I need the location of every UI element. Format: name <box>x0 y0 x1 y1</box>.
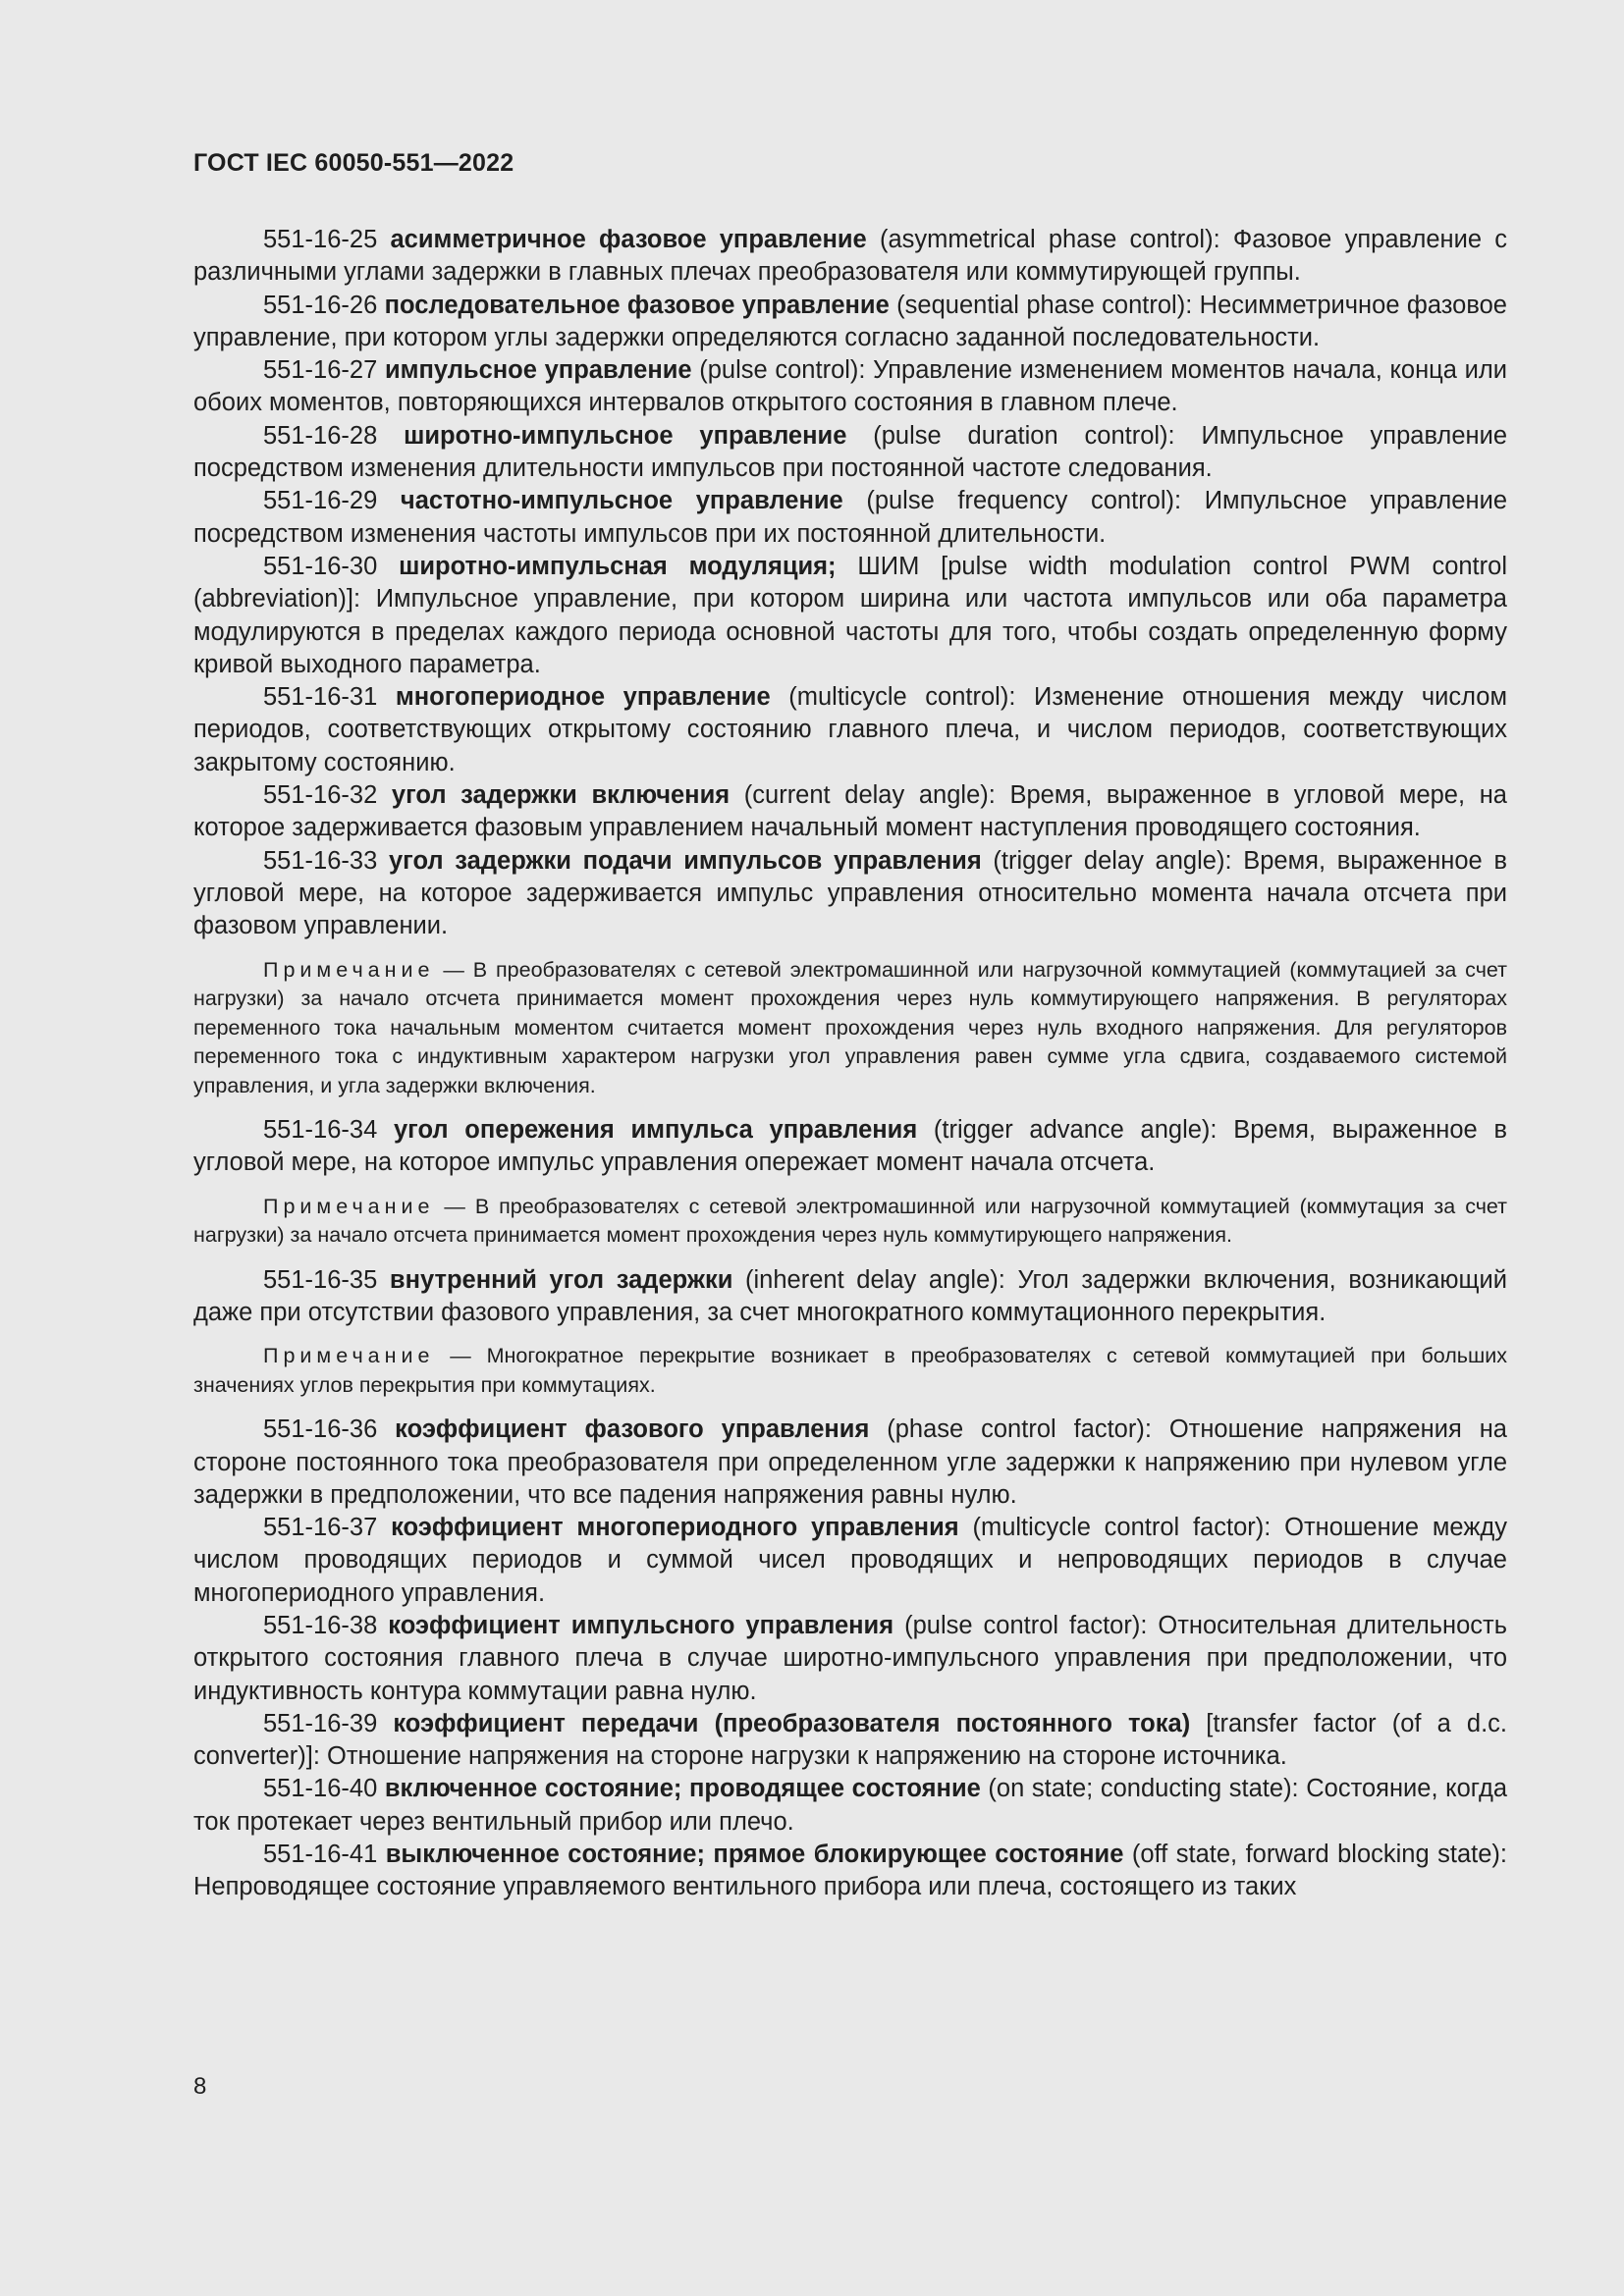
entry-number: 551-16-41 <box>263 1841 378 1869</box>
term-entry <box>193 1839 1507 1904</box>
entry-number: 551-16-32 <box>263 781 378 810</box>
entry-number: 551-16-38 <box>263 1612 378 1639</box>
entry-definition: (inherent delay angle): Угол задержки включения, возникающий даже при отсутствии фазового управления, за счет многократного коммутационного перекрытия. <box>193 1265 1507 1326</box>
term-entry <box>193 1773 1507 1839</box>
entry-number: 551-16-26 <box>263 291 378 319</box>
entry-definition: (multicycle control factor): Отношение между числом проводящих периодов и суммой чисел проводящих и непроводящих периодов в случае многопериодного управления. <box>193 1514 1508 1607</box>
entry-term: угол опережения импульса управления <box>393 1116 918 1145</box>
entry-term: широтно-импульсное управление <box>404 421 847 450</box>
entry-number: 551-16-40 <box>263 1775 378 1803</box>
entry-term: импульсное управление <box>384 356 692 385</box>
entry-definition: (asymmetrical phase control): Фазовое управление с различными углами задержки в главных плечах преобразователя или коммутирующей группы. <box>193 226 1507 287</box>
term-entry <box>193 1264 1507 1330</box>
term-entry <box>193 1512 1507 1610</box>
entry-definition: (pulse duration control): Импульсное управление посредством изменения длительности импульсов при постоянной частоте следования. <box>193 421 1508 483</box>
entry-term: выключенное состояние; прямое блокирующее состояние <box>385 1841 1124 1869</box>
term-entry <box>193 779 1507 845</box>
entry-term: коэффициент импульсного управления <box>388 1612 894 1639</box>
entry-definition: (sequential phase control): Несимметричное фазовое управление, при котором углы задержки определяются согласно заданной последовательности. <box>193 291 1507 351</box>
entry-definition: (pulse control factor): Относительная длительность открытого состояния главного плеча в случае широтно-импульсного управления при предположении, что индуктивность контура коммутации равна нулю. <box>193 1612 1507 1705</box>
entry-number: 551-16-33 <box>263 846 378 875</box>
entry-definition: (on state; conducting state): Состояние, когда ток протекает через вентильный прибор или плечо. <box>193 1775 1508 1836</box>
entry-term: последовательное фазовое управление <box>384 291 890 319</box>
entry-definition: (trigger advance angle): Время, выраженное в угловой мере, на которое импульс управления опережает момент начала отсчета. <box>193 1116 1507 1177</box>
note-label: Примечание <box>263 1194 435 1218</box>
entry-number: 551-16-36 <box>263 1415 378 1444</box>
entry-term: широтно-импульсная модуляция; <box>399 552 837 580</box>
entry-term: коэффициент фазового управления <box>395 1415 870 1444</box>
entry-definition: (pulse control): Управление изменением моментов начала, конца или обоих моментов, повторяющихся интервалов открытого состояния в главном плече. <box>193 356 1507 417</box>
note-text: — В преобразователях с сетевой электромашинной или нагрузочной коммутацией (коммутацией за счет нагрузки) за начало отсчета принимается момент прохождения через нуль коммутирующего напряжения. В регуляторах переменного тока начальным моментом считается момент прохождения через нуль входного напряжения. Для регуляторов переменного тока с индуктивным характером нагрузки угол управления равен сумме угла сдвига, создаваемого системой управления, и угла задержки включения. <box>193 957 1507 1097</box>
entry-number: 551-16-27 <box>263 356 378 385</box>
entry-number: 551-16-29 <box>263 487 378 515</box>
entry-term: коэффициент передачи (преобразователя постоянного тока) <box>393 1709 1191 1737</box>
entry-number: 551-16-30 <box>263 552 378 580</box>
entry-number: 551-16-35 <box>263 1265 378 1294</box>
term-entry <box>193 1610 1507 1708</box>
note-label: Примечание <box>263 957 435 982</box>
entry-number: 551-16-31 <box>263 683 378 712</box>
entry-definition: (phase control factor): Отношение напряжения на стороне постоянного тока преобразователя при определенном угле задержки к напряжению при нулевом угле задержки в предположении, что все падения напряжения равны нулю. <box>193 1415 1507 1509</box>
term-entry <box>193 681 1507 779</box>
entry-definition: (multicycle control): Изменение отношения между числом периодов, соответствующих открытому состоянию главного плеча, и числом периодов, соответствующих закрытому состоянию. <box>193 683 1507 776</box>
note <box>193 956 1507 1101</box>
document-body <box>193 224 1507 1904</box>
entry-term: внутренний угол задержки <box>389 1265 733 1294</box>
term-entry <box>193 1414 1507 1512</box>
entry-number: 551-16-34 <box>263 1116 378 1145</box>
entry-term: асимметричное фазовое управление <box>390 226 867 253</box>
term-entry <box>193 485 1507 551</box>
term-entry <box>193 420 1507 486</box>
entry-definition: ШИМ [pulse width modulation control PWM control (abbreviation)]: Импульсное управление, при котором ширина или частота импульсов или оба параметра модулируются в пределах каждого периода основной частоты для того, чтобы создать определенную форму кривой выходного параметра. <box>193 552 1507 678</box>
entry-definition: [transfer factor (of a d.c. converter)]: Отношение напряжения на стороне нагрузки к напряжению на стороне источника. <box>193 1709 1507 1771</box>
page-number: 8 <box>193 2073 207 2100</box>
document-header: ГОСТ IEC 60050-551—2022 <box>193 149 514 177</box>
note <box>193 1342 1507 1400</box>
entry-term: частотно-импульсное управление <box>400 487 843 515</box>
entry-definition: (pulse frequency control): Импульсное управление посредством изменения частоты импульсов при их постоянной длительности. <box>193 487 1507 548</box>
term-entry <box>193 551 1507 681</box>
entry-term: угол задержки включения <box>391 781 731 810</box>
term-entry <box>193 1114 1507 1180</box>
note-text: — В преобразователях с сетевой электромашинной или нагрузочной коммутацией (коммутация за счет нагрузки) за начало отсчета принимается момент прохождения через нуль коммутирующего напряжения. <box>193 1194 1507 1248</box>
entry-definition: (current delay angle): Время, выраженное в угловой мере, на которое задерживается фазовым управлением начальный момент наступления проводящего состояния. <box>193 781 1507 842</box>
entry-term: угол задержки подачи импульсов управления <box>388 846 982 875</box>
entry-number: 551-16-37 <box>263 1514 378 1542</box>
entry-term: включенное состояние; проводящее состояние <box>384 1775 981 1803</box>
entry-definition: (off state, forward blocking state): Непроводящее состояние управляемого вентильного прибора или плеча, состоящего из таких <box>193 1841 1508 1901</box>
note <box>193 1193 1507 1251</box>
term-entry <box>193 290 1507 355</box>
entry-number: 551-16-28 <box>263 421 378 450</box>
term-entry <box>193 354 1507 420</box>
entry-term: многопериодное управление <box>395 683 771 712</box>
term-entry <box>193 1708 1507 1774</box>
entry-definition: (trigger delay angle): Время, выраженное в угловой мере, на которое задерживается импульс управления относительно момента начала отсчета при фазовом управлении. <box>193 846 1507 940</box>
note-label: Примечание <box>263 1344 435 1368</box>
term-entry <box>193 224 1507 290</box>
term-entry <box>193 845 1507 943</box>
entry-number: 551-16-39 <box>263 1709 378 1737</box>
entry-term: коэффициент многопериодного управления <box>391 1514 959 1542</box>
note-text: — Многократное перекрытие возникает в преобразователях с сетевой коммутацией при больших значениях углов перекрытия при коммутациях. <box>193 1344 1507 1397</box>
entry-number: 551-16-25 <box>263 226 378 253</box>
